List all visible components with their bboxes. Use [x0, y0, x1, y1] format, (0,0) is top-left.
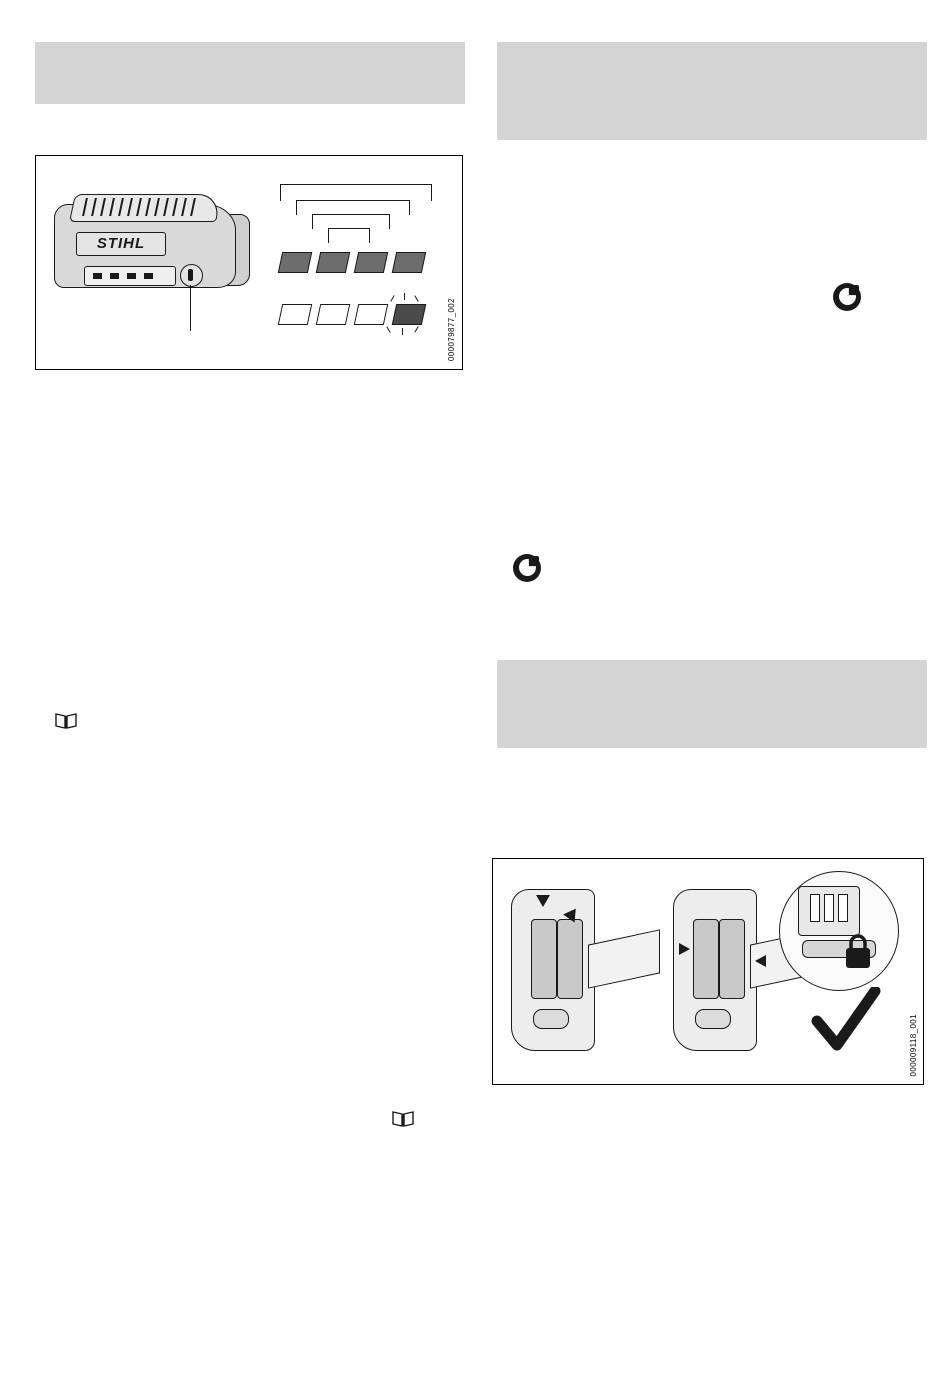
bracket-4 [280, 184, 432, 201]
battery-brand-logo: STIHL [76, 232, 166, 256]
section-heading-bar-right-2 [497, 660, 927, 748]
bracket-2 [312, 214, 390, 229]
led-row-flashing [280, 304, 450, 330]
bracket-1 [328, 228, 370, 243]
battery-illustration [54, 190, 249, 295]
led-state-diagram [280, 184, 450, 304]
section-heading-bar-left [35, 42, 465, 104]
battery-slot-left-b [557, 919, 583, 999]
left-arrow-icon [755, 955, 766, 967]
detail-zoom-circle [779, 871, 899, 991]
battery-slot-left-a [531, 919, 557, 999]
battery-led-panel [84, 266, 176, 286]
padlock-icon [841, 931, 875, 971]
stihl-c-logo-icon [833, 283, 861, 311]
down-arrow-icon [536, 895, 550, 907]
battery-insertion-figure [492, 858, 924, 1085]
manual-book-icon [392, 1110, 414, 1127]
figure-code-label: 000009118_001 [909, 1013, 918, 1076]
right-arrow-icon [679, 943, 690, 955]
housing-grip-right [695, 1009, 731, 1029]
housing-grip-left [533, 1009, 569, 1029]
battery-slot-right-b [719, 919, 745, 999]
callout-leader-line [190, 285, 191, 331]
led-row-lit [280, 252, 450, 274]
battery-press-button [180, 264, 203, 287]
checkmark-icon [811, 987, 881, 1057]
battery-cooling-ribs [84, 198, 204, 216]
battery-led-figure [35, 155, 463, 370]
battery-slot-right-a [693, 919, 719, 999]
bracket-3 [296, 200, 410, 215]
machine-deck-left [588, 929, 660, 988]
section-heading-bar-right-1 [497, 42, 927, 140]
manual-book-icon [55, 712, 77, 729]
stihl-c-logo-icon [513, 554, 541, 582]
figure-code-label: 000079877_002 [447, 297, 456, 361]
